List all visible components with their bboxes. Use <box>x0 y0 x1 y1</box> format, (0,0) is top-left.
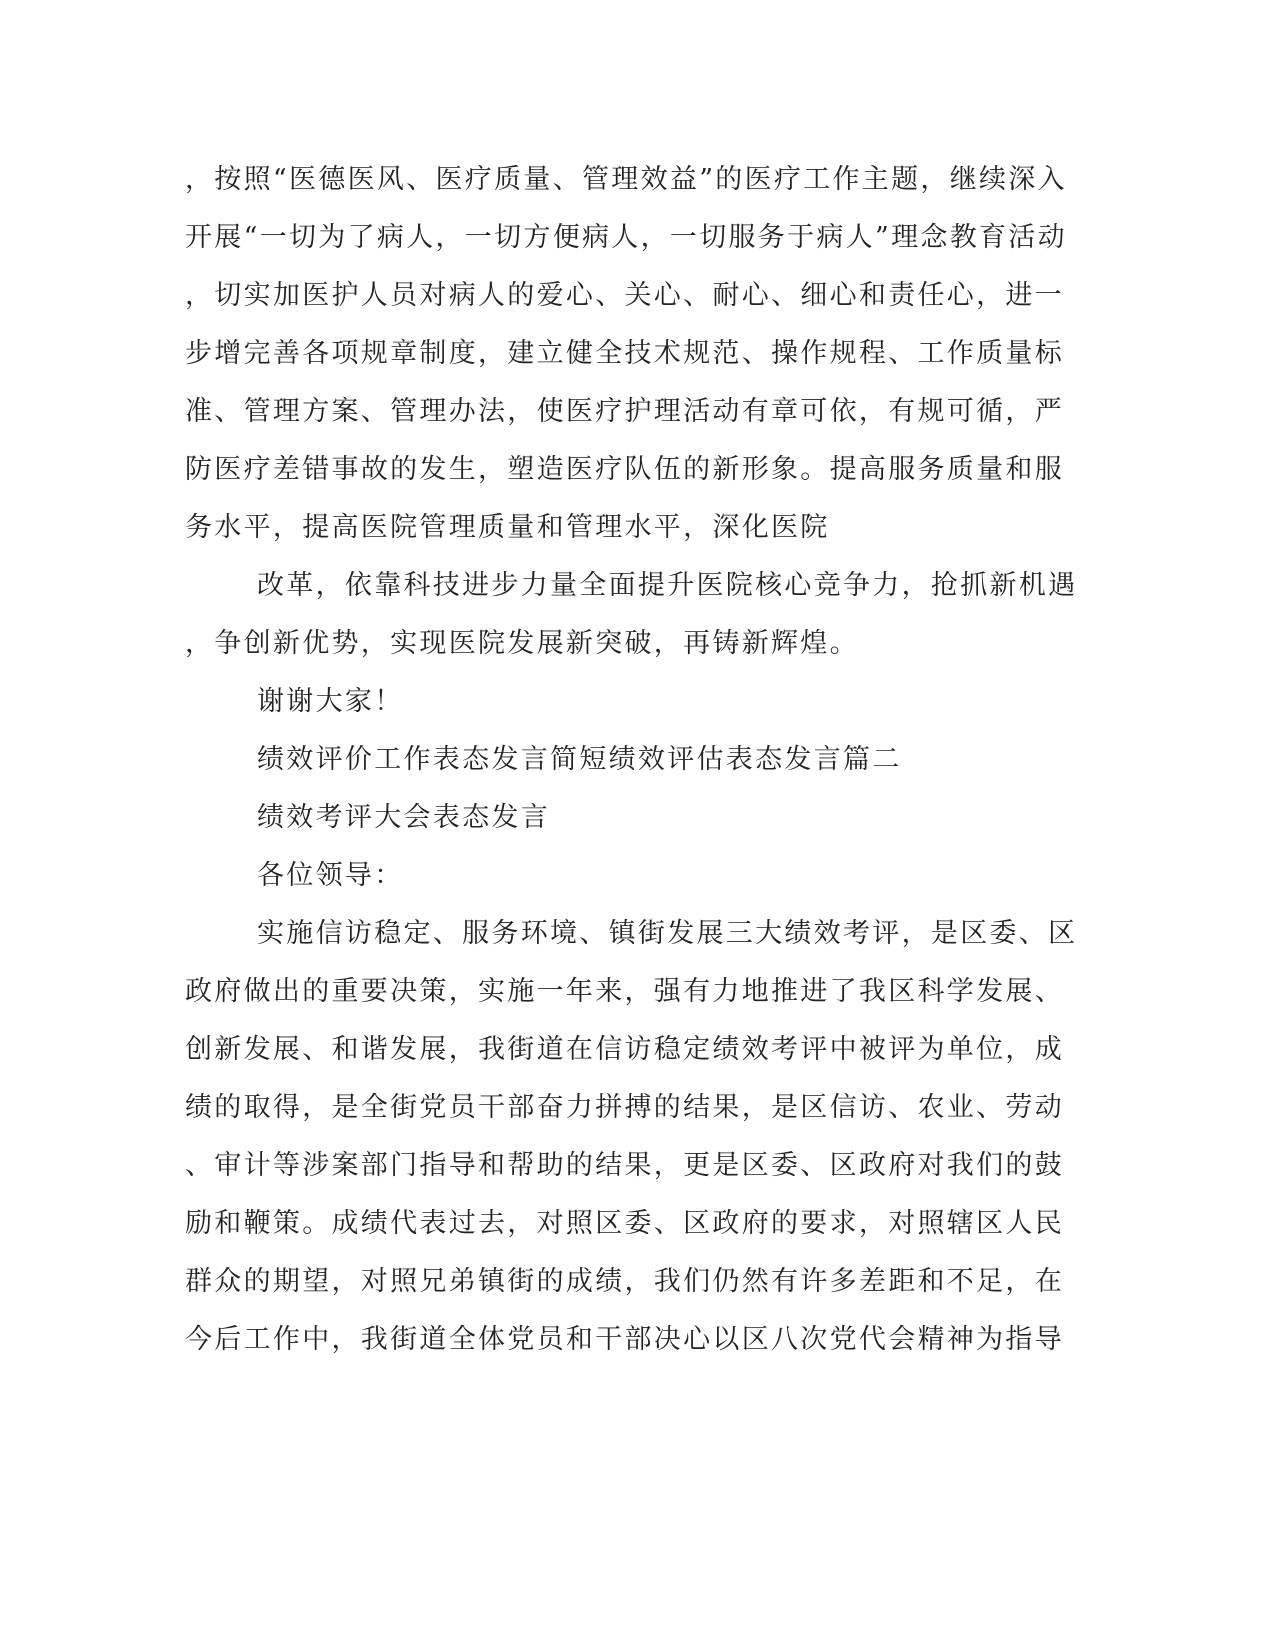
body-text-line: ，按照“医德医风、医疗质量、管理效益”的医疗工作主题，继续深入 <box>185 164 1067 195</box>
salutation: 各位领导： <box>257 860 404 891</box>
body-text-line: 开展“一切为了病人，一切方便病人，一切服务于病人”理念教育活动 <box>185 222 1067 253</box>
body-text-line: 准、管理方案、管理办法，使医疗护理活动有章可依，有规可循，严 <box>185 396 1064 427</box>
body-text-line: 创新发展、和谐发展，我街道在信访稳定绩效考评中被评为单位，成 <box>185 1034 1064 1065</box>
body-text-line: 步增完善各项规章制度，建立健全技术规范、操作规程、工作质量标 <box>185 338 1064 369</box>
body-text-line: 今后工作中，我街道全体党员和干部决心以区八次党代会精神为指导 <box>185 1324 1064 1355</box>
paragraph-first-line: 改革，依靠科技进步力量全面提升医院核心竞争力，抢抓新机遇 <box>257 570 1078 601</box>
body-text-line: ，争创新优势，实现医院发展新突破，再铸新辉煌。 <box>185 628 859 659</box>
body-text-line: 政府做出的重要决策，实施一年来，强有力地推进了我区科学发展、 <box>185 976 1064 1007</box>
speech-title: 绩效考评大会表态发言 <box>257 802 550 833</box>
body-text-line: 励和鞭策。成绩代表过去，对照区委、区政府的要求，对照辖区人民 <box>185 1208 1064 1239</box>
body-text-line: 务水平，提高医院管理质量和管理水平，深化医院 <box>185 512 830 543</box>
body-text-line: 绩的取得，是全街党员干部奋力拼搏的结果，是区信访、农业、劳动 <box>185 1092 1064 1123</box>
section-heading: 绩效评价工作表态发言简短绩效评估表态发言篇二 <box>257 744 902 775</box>
body-text-line: 群众的期望，对照兄弟镇街的成绩，我们仍然有许多差距和不足，在 <box>185 1266 1064 1297</box>
body-text-line: 防医疗差错事故的发生，塑造医疗队伍的新形象。提高服务质量和服 <box>185 454 1064 485</box>
body-text-line: ，切实加医护人员对病人的爱心、关心、耐心、细心和责任心，进一 <box>185 280 1064 311</box>
closing-thanks: 谢谢大家！ <box>257 686 404 717</box>
paragraph-first-line: 实施信访稳定、服务环境、镇街发展三大绩效考评，是区委、区 <box>257 918 1078 949</box>
body-text-line: 、审计等涉案部门指导和帮助的结果，更是区委、区政府对我们的鼓 <box>185 1150 1064 1181</box>
